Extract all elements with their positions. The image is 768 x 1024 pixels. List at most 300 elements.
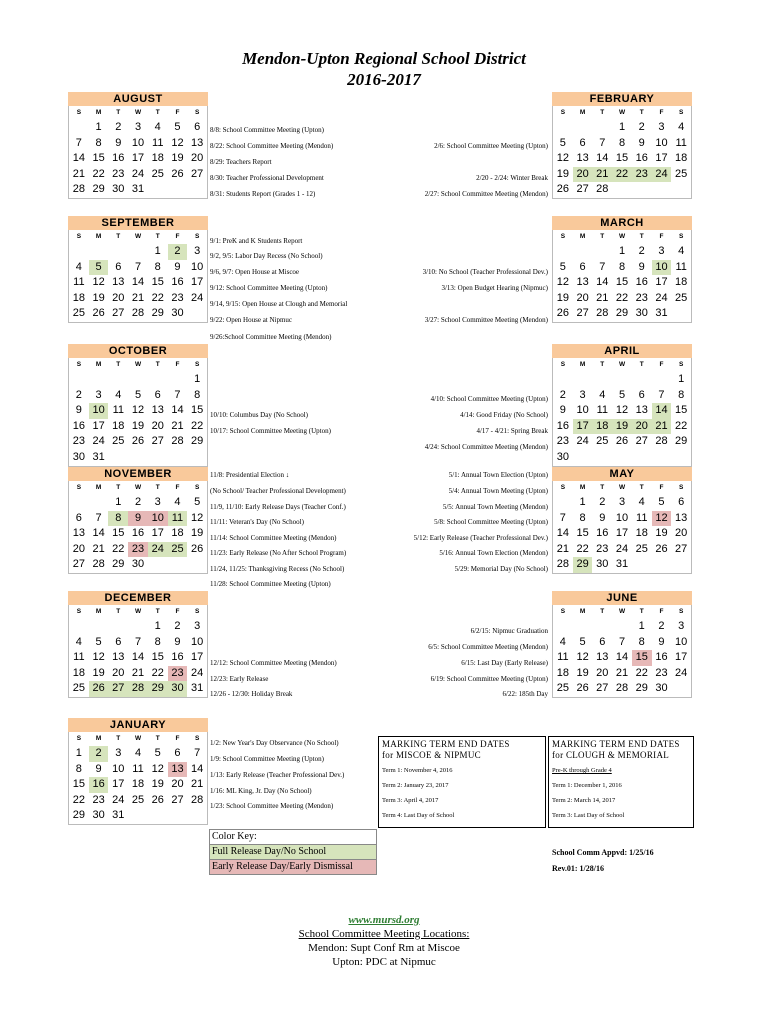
month-header: JANUARY <box>68 718 208 732</box>
day-cell: 24 <box>112 793 125 806</box>
day-cell: 6 <box>154 388 161 401</box>
empty-day-cell <box>108 372 128 388</box>
week-row <box>553 511 691 527</box>
day-cell: 31 <box>615 558 629 571</box>
week-row <box>553 450 691 466</box>
empty-day-cell <box>553 120 573 136</box>
empty-day-cell <box>612 182 632 198</box>
day-cell: 1 <box>154 620 161 632</box>
day-cell: 4 <box>599 388 606 401</box>
day-cell: 10 <box>191 260 204 273</box>
day-cell: 3 <box>154 496 161 508</box>
day-cell: 28 <box>128 681 148 697</box>
day-cell: 20 <box>112 291 125 304</box>
district-title: Mendon-Upton Regional School District <box>242 49 526 68</box>
weekday-label: M <box>95 608 102 615</box>
day-cell: 29 <box>112 558 125 571</box>
day-cell: 2 <box>115 121 122 133</box>
weekday-label: T <box>116 735 121 742</box>
event-note: 1/13: Early Release (Teacher Professional Dev.) <box>210 771 345 779</box>
month-october <box>68 344 208 467</box>
day-cell: 29 <box>675 435 688 448</box>
day-cell: 14 <box>596 276 609 289</box>
weekday-label: W <box>134 484 142 491</box>
event-note: 1/9: School Committee Meeting (Upton) <box>210 755 324 763</box>
marking-terms-miscoe-nipmuc <box>378 736 546 828</box>
event-note: 9/12: School Committee Meeting (Upton) <box>210 284 328 292</box>
weekday-label: S <box>679 484 684 491</box>
empty-day-cell <box>671 557 691 573</box>
day-cell: 8 <box>678 388 685 401</box>
event-note: 5/5: Annual Town Meeting (Mendon) <box>442 503 548 511</box>
day-cell: 23 <box>168 666 188 682</box>
day-cell: 15 <box>92 152 105 165</box>
day-cell: 7 <box>95 511 102 524</box>
weekday-label: M <box>95 484 102 491</box>
event-note: 9/1: PreK and K Students Report <box>210 237 303 245</box>
empty-day-cell <box>187 808 207 824</box>
week-row <box>553 372 691 388</box>
day-cell: 22 <box>635 666 648 679</box>
week-row <box>69 542 207 558</box>
day-cell: 9 <box>174 260 181 273</box>
empty-day-cell <box>128 808 148 824</box>
day-cell: 16 <box>556 419 569 432</box>
event-note: 5/12: Early Release (Teacher Professional Dev.) <box>413 534 548 542</box>
month-january <box>68 718 208 825</box>
weekday-label: M <box>95 233 102 240</box>
day-cell: 4 <box>174 496 181 508</box>
day-cell: 10 <box>112 762 125 775</box>
event-note: 2/6: School Committee Meeting (Upton) <box>434 142 548 150</box>
day-cell: 3 <box>115 747 122 759</box>
day-cell: 19 <box>556 291 569 304</box>
empty-day-cell <box>69 120 89 136</box>
week-row <box>69 762 207 778</box>
weekday-label: S <box>195 608 200 615</box>
day-cell: 12 <box>92 276 105 289</box>
day-cell: 10 <box>652 260 672 276</box>
weekday-label: T <box>155 361 160 368</box>
day-cell: 2 <box>134 496 142 508</box>
day-cell: 9 <box>95 762 102 775</box>
week-row <box>69 666 207 682</box>
day-cell: 25 <box>72 682 85 695</box>
event-note: 4/10: School Committee Meeting (Upton) <box>430 395 548 403</box>
day-cell: 5 <box>89 260 109 276</box>
day-cell: 11 <box>675 136 687 149</box>
day-cell: 12 <box>556 152 569 165</box>
day-cell: 10 <box>576 404 589 417</box>
event-note: 12/12: School Committee Meeting (Mendon) <box>210 659 337 667</box>
day-cell: 17 <box>191 276 204 289</box>
empty-day-cell <box>89 244 109 260</box>
week-row <box>69 306 207 322</box>
day-cell: 16 <box>89 777 109 793</box>
empty-day-cell <box>652 450 672 466</box>
week-row <box>553 542 691 558</box>
day-cell: 7 <box>134 260 142 273</box>
day-cell: 16 <box>635 152 648 165</box>
month-grid <box>552 605 692 698</box>
day-cell: 26 <box>556 307 569 320</box>
week-row <box>69 434 207 450</box>
term-line: Term 2: March 14, 2017 <box>552 797 616 804</box>
day-cell: 15 <box>191 404 204 417</box>
day-cell: 2 <box>89 746 109 762</box>
day-cell: 17 <box>112 778 125 791</box>
weekday-label: W <box>134 735 142 742</box>
weekday-row <box>69 358 207 372</box>
footer <box>0 913 768 969</box>
day-cell: 16 <box>72 419 85 432</box>
day-cell: 9 <box>128 511 148 527</box>
day-cell: 24 <box>92 435 105 448</box>
day-cell: 4 <box>678 121 685 133</box>
day-cell: 27 <box>112 307 125 320</box>
day-cell: 11 <box>73 276 85 289</box>
day-cell: 22 <box>191 419 204 432</box>
day-cell: 1 <box>638 620 645 632</box>
day-cell: 7 <box>599 260 606 273</box>
day-cell: 11 <box>675 260 687 273</box>
day-cell: 25 <box>675 291 688 304</box>
empty-day-cell <box>573 120 593 136</box>
day-cell: 31 <box>131 183 145 196</box>
month-november <box>68 467 208 574</box>
weekday-label: T <box>155 608 160 615</box>
day-cell: 16 <box>112 152 125 165</box>
term-line: Term 1: November 4, 2016 <box>382 767 453 774</box>
color-key-early-release: Early Release Day/Early Dismissal <box>209 860 377 875</box>
day-cell: 31 <box>92 450 105 463</box>
day-cell: 26 <box>615 435 629 448</box>
month-header: OCTOBER <box>68 344 208 358</box>
event-note: 8/30: Teacher Professional Development <box>210 174 324 182</box>
day-cell: 25 <box>556 682 569 695</box>
weekday-row <box>69 481 207 495</box>
empty-day-cell <box>652 182 672 198</box>
day-cell: 5 <box>194 496 201 508</box>
day-cell: 25 <box>596 435 609 448</box>
day-cell: 30 <box>92 809 105 822</box>
weekday-label: W <box>134 109 142 116</box>
day-cell: 15 <box>151 276 164 289</box>
day-cell: 30 <box>72 450 85 463</box>
day-cell: 10 <box>191 635 204 648</box>
day-cell: 14 <box>131 276 145 289</box>
website-link[interactable]: www.mursd.org <box>348 914 420 926</box>
day-cell: 5 <box>95 635 102 648</box>
day-cell: 25 <box>168 542 188 558</box>
event-note: 3/13: Open Budget Hearing (Nipmuc) <box>441 284 548 292</box>
weekday-label: F <box>659 361 664 368</box>
day-cell: 20 <box>675 527 688 540</box>
month-september <box>68 216 208 323</box>
day-cell: 30 <box>171 307 184 320</box>
week-row <box>69 167 207 183</box>
day-cell: 20 <box>576 291 589 304</box>
month-grid <box>68 358 208 467</box>
day-cell: 21 <box>652 419 672 435</box>
event-note: 1/23: School Committee Meeting (Mendon) <box>210 802 334 810</box>
day-cell: 19 <box>556 167 569 180</box>
day-cell: 6 <box>579 136 586 149</box>
empty-day-cell <box>632 182 652 198</box>
month-header: MAY <box>552 467 692 481</box>
day-cell: 19 <box>655 527 668 540</box>
week-row <box>69 419 207 435</box>
day-cell: 18 <box>675 276 688 289</box>
day-cell: 7 <box>599 136 606 149</box>
day-cell: 11 <box>596 404 608 417</box>
day-cell: 19 <box>151 778 164 791</box>
weekday-label: T <box>639 233 644 240</box>
week-row <box>69 808 207 824</box>
day-cell: 26 <box>576 682 589 695</box>
event-note: 5/8: School Committee Meeting (Upton) <box>434 518 548 526</box>
day-cell: 15 <box>615 276 629 289</box>
day-cell: 10 <box>148 511 168 527</box>
day-cell: 18 <box>592 419 612 435</box>
month-december <box>68 591 208 698</box>
day-cell: 14 <box>615 651 629 664</box>
day-cell: 20 <box>191 152 204 165</box>
day-cell: 3 <box>95 388 102 401</box>
day-cell: 18 <box>635 527 648 540</box>
week-row <box>69 275 207 291</box>
day-cell: 14 <box>92 527 105 540</box>
week-row <box>553 275 691 291</box>
empty-day-cell <box>148 182 168 198</box>
day-cell: 27 <box>72 558 85 571</box>
week-row <box>553 419 691 435</box>
day-cell: 31 <box>191 682 204 695</box>
day-cell: 27 <box>596 682 609 695</box>
day-cell: 9 <box>638 260 645 273</box>
month-grid <box>68 732 208 825</box>
approval-date: School Comm Appvd: 1/25/16 <box>552 848 654 857</box>
weekday-row <box>553 358 691 372</box>
weekday-label: T <box>116 608 121 615</box>
day-cell: 27 <box>171 793 184 806</box>
day-cell: 29 <box>635 682 648 695</box>
day-cell: 2 <box>658 620 665 632</box>
week-row <box>69 403 207 419</box>
week-row <box>69 151 207 167</box>
day-cell: 20 <box>151 419 164 432</box>
marking-title: MARKING TERM END DATES <box>552 739 680 749</box>
day-cell: 20 <box>573 167 593 183</box>
week-row <box>553 635 691 651</box>
day-cell: 19 <box>612 419 632 435</box>
school-year: 2016-2017 <box>347 70 421 89</box>
day-cell: 13 <box>191 136 204 149</box>
day-cell: 22 <box>112 542 125 555</box>
month-header: AUGUST <box>68 92 208 106</box>
week-row <box>69 182 207 198</box>
day-cell: 8 <box>154 260 161 273</box>
day-cell: 8 <box>579 511 586 524</box>
event-note: 5/4: Annual Town Meeting (Upton) <box>448 487 548 495</box>
day-cell: 18 <box>171 527 184 540</box>
empty-day-cell <box>553 372 573 388</box>
day-cell: 5 <box>174 121 181 133</box>
day-cell: 13 <box>112 276 125 289</box>
day-cell: 17 <box>675 651 688 664</box>
day-cell: 10 <box>615 511 629 524</box>
day-cell: 22 <box>612 167 632 183</box>
day-cell: 16 <box>635 276 648 289</box>
week-row <box>69 120 207 136</box>
day-cell: 11 <box>132 762 144 775</box>
day-cell: 6 <box>638 388 645 401</box>
weekday-label: W <box>134 233 142 240</box>
day-cell: 24 <box>615 542 629 555</box>
day-cell: 23 <box>128 542 148 558</box>
empty-day-cell <box>592 450 612 466</box>
day-cell: 18 <box>556 666 569 679</box>
month-header: DECEMBER <box>68 591 208 605</box>
day-cell: 27 <box>108 681 128 697</box>
month-header: APRIL <box>552 344 692 358</box>
day-cell: 19 <box>131 419 145 432</box>
day-cell: 4 <box>75 260 82 273</box>
day-cell: 14 <box>171 404 184 417</box>
empty-day-cell <box>553 244 573 260</box>
weekday-label: M <box>95 109 102 116</box>
empty-day-cell <box>592 372 612 388</box>
day-cell: 21 <box>592 167 612 183</box>
weekday-label: F <box>175 608 180 615</box>
day-cell: 4 <box>559 635 566 648</box>
week-row <box>553 495 691 511</box>
day-cell: 1 <box>579 496 586 508</box>
day-cell: 23 <box>92 793 105 806</box>
empty-day-cell <box>592 619 612 635</box>
day-cell: 13 <box>72 527 85 540</box>
empty-day-cell <box>573 244 593 260</box>
month-grid <box>68 605 208 698</box>
empty-day-cell <box>652 557 672 573</box>
day-cell: 24 <box>131 167 145 180</box>
day-cell: 20 <box>171 778 184 791</box>
weekday-row <box>553 481 691 495</box>
event-note: 11/28: School Committee Meeting (Upton) <box>210 580 331 588</box>
day-cell: 30 <box>112 183 125 196</box>
empty-day-cell <box>573 372 593 388</box>
day-cell: 16 <box>596 527 609 540</box>
week-row <box>553 120 691 136</box>
color-key-full-release: Full Release Day/No School <box>209 845 377 860</box>
day-cell: 9 <box>115 136 122 149</box>
weekday-label: S <box>679 361 684 368</box>
day-cell: 26 <box>89 681 109 697</box>
empty-day-cell <box>632 450 652 466</box>
day-cell: 3 <box>658 121 665 133</box>
day-cell: 22 <box>615 291 629 304</box>
day-cell: 19 <box>576 666 589 679</box>
day-cell: 28 <box>596 183 609 196</box>
month-june <box>552 591 692 698</box>
week-row <box>553 619 691 635</box>
weekday-label: T <box>116 233 121 240</box>
week-row <box>553 260 691 276</box>
day-cell: 9 <box>658 635 665 648</box>
marking-subtitle: for MISCOE & NIPMUC <box>382 750 481 760</box>
weekday-row <box>69 732 207 746</box>
day-cell: 8 <box>618 136 626 149</box>
week-row <box>553 182 691 198</box>
day-cell: 23 <box>556 435 569 448</box>
weekday-label: S <box>195 735 200 742</box>
day-cell: 12 <box>615 404 629 417</box>
day-cell: 3 <box>618 496 626 508</box>
day-cell: 1 <box>115 496 122 508</box>
day-cell: 1 <box>678 373 685 385</box>
event-note: 6/19: School Committee Meeting (Upton) <box>430 675 548 683</box>
day-cell: 23 <box>112 167 125 180</box>
day-cell: 26 <box>191 542 204 555</box>
day-cell: 11 <box>168 511 188 527</box>
event-note: 8/8: School Committee Meeting (Upton) <box>210 126 324 134</box>
day-cell: 2 <box>559 388 566 401</box>
day-cell: 12 <box>652 511 672 527</box>
day-cell: 3 <box>194 245 201 257</box>
day-cell: 15 <box>576 527 589 540</box>
day-cell: 29 <box>148 681 168 697</box>
empty-day-cell <box>592 120 612 136</box>
day-cell: 13 <box>635 404 648 417</box>
day-cell: 29 <box>151 307 164 320</box>
empty-day-cell <box>612 619 632 635</box>
day-cell: 21 <box>131 666 145 679</box>
week-row <box>553 151 691 167</box>
month-march <box>552 216 692 323</box>
empty-day-cell <box>69 244 89 260</box>
day-cell: 18 <box>131 778 145 791</box>
day-cell: 30 <box>596 558 609 571</box>
event-note: (No School/ Teacher Professional Development) <box>210 487 346 495</box>
day-cell: 28 <box>72 183 85 196</box>
day-cell: 17 <box>655 276 668 289</box>
empty-day-cell <box>89 372 109 388</box>
color-key-title: Color Key: <box>209 829 377 845</box>
weekday-label: T <box>116 484 121 491</box>
day-cell: 18 <box>72 666 85 679</box>
term-line: Term 4: Last Day of School <box>382 812 455 819</box>
day-cell: 13 <box>112 651 125 664</box>
weekday-label: T <box>639 484 644 491</box>
day-cell: 5 <box>618 388 626 401</box>
day-cell: 21 <box>92 542 105 555</box>
day-cell: 25 <box>131 793 145 806</box>
weekday-label: S <box>76 735 82 742</box>
weekday-label: T <box>155 109 160 116</box>
day-cell: 13 <box>168 762 188 778</box>
month-header: NOVEMBER <box>68 467 208 481</box>
empty-day-cell <box>573 619 593 635</box>
weekday-label: T <box>600 608 605 615</box>
day-cell: 20 <box>72 542 85 555</box>
event-note: 11/14: School Committee Meeting (Mendon) <box>210 534 337 542</box>
weekday-label: T <box>639 361 644 368</box>
weekday-label: W <box>134 608 142 615</box>
event-note: 8/29: Teachers Report <box>210 158 272 166</box>
weekday-label: S <box>560 608 566 615</box>
event-note: 6/22: 185th Day <box>502 690 548 698</box>
day-cell: 1 <box>154 245 161 257</box>
